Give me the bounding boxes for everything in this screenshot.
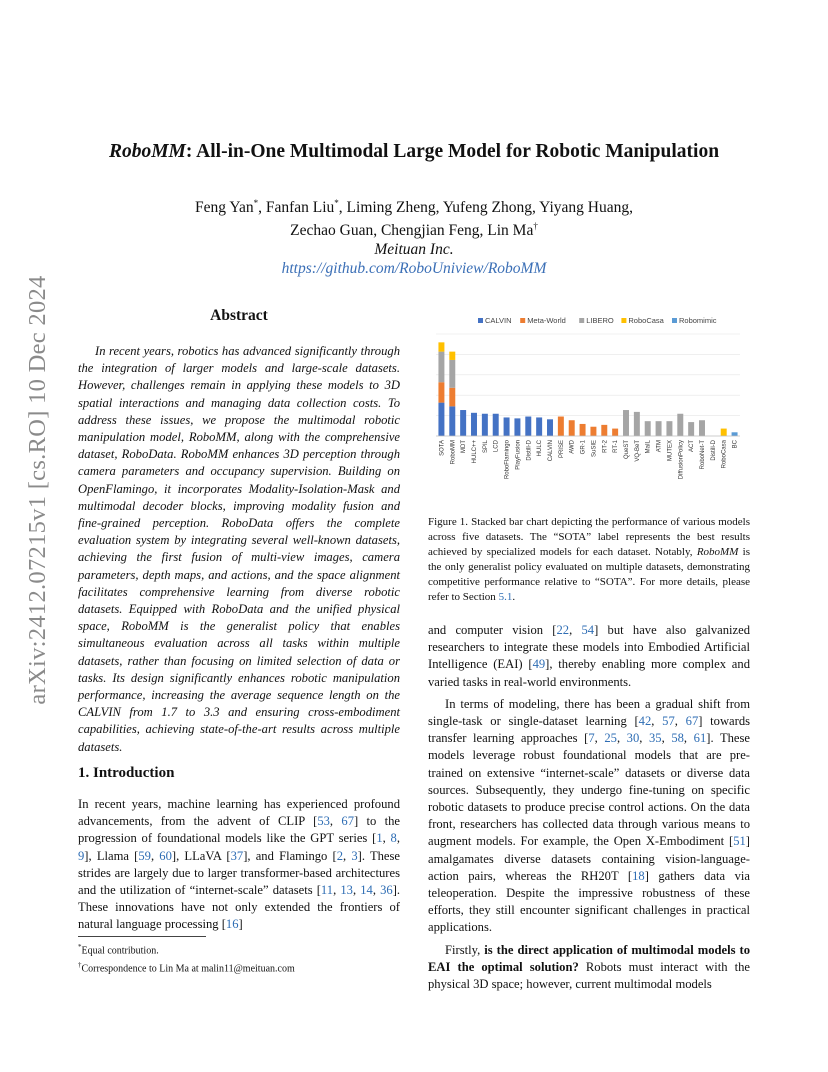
text: ]. These strides are largely due to larger transformer-based architectures and the utilization of “internet-scale” datasets [ xyxy=(78,848,401,898)
category-tick-label: MaIL xyxy=(645,440,652,454)
citation-link[interactable]: 14 xyxy=(360,883,373,898)
author-line-2-text: Zechao Guan, Chengjian Feng, Lin Ma xyxy=(290,222,534,240)
citation-link[interactable]: 9 xyxy=(78,848,85,863)
text: , xyxy=(352,883,361,898)
footnote-correspondence xyxy=(78,958,400,976)
category-tick-label: PlayFusion xyxy=(515,440,522,470)
text: ], thereby enabling more complex and varied tasks in real-world environments. xyxy=(428,657,750,689)
citation-link[interactable]: 13 xyxy=(340,883,353,898)
citation-link[interactable]: 3 xyxy=(351,848,358,863)
bar-segment xyxy=(569,420,575,436)
figure-1-chart xyxy=(428,312,750,502)
citation-link[interactable]: 18 xyxy=(632,868,645,883)
author-others: Liming Zheng, Yufeng Zhong, Yiyang Huang, xyxy=(346,199,633,217)
citation-link[interactable]: 67 xyxy=(685,714,699,729)
category-tick-label: MUTEX xyxy=(667,440,674,461)
paragraph xyxy=(428,696,750,937)
text: , xyxy=(651,714,663,729)
paragraph xyxy=(428,622,750,691)
category-tick-label: LCD xyxy=(493,440,500,453)
category-tick-label: SPIL xyxy=(482,440,489,454)
text: ], LLaVA [ xyxy=(171,848,231,863)
text: , xyxy=(661,731,672,746)
category-tick-label: SuSIE xyxy=(591,440,598,458)
legend-swatch xyxy=(672,318,677,323)
citation-link[interactable]: 2 xyxy=(336,848,344,863)
bar-segment xyxy=(732,432,738,436)
citation-link[interactable]: 16 xyxy=(225,917,239,932)
text: , xyxy=(594,731,605,746)
text: , xyxy=(150,848,160,863)
citation-link[interactable]: 7 xyxy=(588,731,595,746)
bar-segment xyxy=(438,352,444,383)
bar-segment xyxy=(460,410,466,436)
text: and computer vision [ xyxy=(428,623,557,637)
corresponding-mark: † xyxy=(533,221,538,232)
legend-label: Meta-World xyxy=(527,316,566,325)
text: ] to the progression of foundational models like the GPT series [ xyxy=(78,814,400,846)
citation-link[interactable]: 8 xyxy=(390,831,397,846)
citation-link[interactable]: 11 xyxy=(320,883,334,898)
introduction-heading: 1. Introduction xyxy=(78,765,175,781)
category-tick-label: Distill-D xyxy=(526,440,533,461)
category-tick-label: DiffusionPolicy xyxy=(678,440,685,480)
right-column-text xyxy=(428,622,750,993)
paragraph xyxy=(428,942,750,994)
category-tick-label: MDT xyxy=(461,440,468,453)
legend-swatch xyxy=(520,318,525,323)
bar-segment xyxy=(547,419,553,436)
bar-segment xyxy=(623,410,629,436)
bar-segment xyxy=(482,414,488,436)
bar-segment xyxy=(504,417,510,436)
citation-link[interactable]: 30 xyxy=(626,731,640,746)
text: In recent years, machine learning has experienced profound advancements, from the advent of CLIP [ xyxy=(78,797,400,829)
bar-segment xyxy=(536,417,542,436)
author-line-1: Feng Yan*, Fanfan Liu*, Liming Zheng, Yufeng Zhong, Yiyang Huang, xyxy=(195,198,633,217)
text: ]. These innovations have not only extended the frontiers of natural language processing [ xyxy=(78,883,401,932)
bar-segment xyxy=(449,352,455,360)
caption-text: Figure 1. Stacked bar chart depicting the performance of various models across five datasets. The “SOTA” label represents the best results achieved by specialized models for each dataset. Notably, xyxy=(428,516,750,558)
text: Firstly, xyxy=(445,942,485,957)
category-tick-label: Distill-D xyxy=(710,440,717,461)
bar-segment xyxy=(666,421,672,436)
category-tick-label: SOTA xyxy=(439,440,446,456)
text: ], Llama [ xyxy=(84,848,139,863)
caption-text: . xyxy=(512,591,516,603)
text: , xyxy=(329,814,342,829)
citation-link[interactable]: 60 xyxy=(159,848,172,863)
equal-contribution-mark: * xyxy=(253,198,259,208)
citation-link[interactable]: 57 xyxy=(662,714,675,729)
citation-link[interactable]: 54 xyxy=(581,623,595,637)
category-tick-label: RoboCasa xyxy=(721,440,728,469)
text: , xyxy=(333,883,341,898)
bar-segment xyxy=(590,427,596,436)
category-tick-label: CALVIN xyxy=(548,440,554,462)
text: , xyxy=(674,714,686,729)
footnotes xyxy=(78,940,400,977)
citation-link[interactable]: 61 xyxy=(693,731,707,746)
footnote-text: Equal contribution. xyxy=(81,945,159,957)
caption-model-name: RoboMM xyxy=(696,546,739,558)
text: , xyxy=(343,848,352,863)
bar-segment xyxy=(656,421,662,436)
category-tick-label: ACT xyxy=(689,440,696,452)
bar-segment xyxy=(449,360,455,388)
text: , xyxy=(372,883,381,898)
text: Robots must interact with the physical 3D space; however, current multimodal models xyxy=(428,959,750,992)
arxiv-id-text: arXiv:2412.07215v1 [cs.RO] 10 Dec 2024 xyxy=(24,275,51,705)
bar-segment xyxy=(438,382,444,402)
introduction-paragraph xyxy=(78,796,400,934)
bar-segment xyxy=(580,424,586,436)
bar-segment xyxy=(558,417,564,436)
legend-swatch xyxy=(579,318,584,323)
legend-label: LIBERO xyxy=(586,316,614,325)
bar-segment xyxy=(634,412,640,436)
text: , xyxy=(569,623,582,637)
category-tick-label: RoboFlamingo xyxy=(504,440,511,480)
category-tick-label: BC xyxy=(732,440,739,449)
bar-segment xyxy=(688,422,694,436)
citation-link[interactable]: 51 xyxy=(733,834,746,849)
bar-segment xyxy=(699,420,705,436)
category-tick-label: GR-1 xyxy=(580,440,587,455)
text: ] but have also galvanized researchers to integrate these models into Embodied Artificial Intelligence (EAI) [ xyxy=(428,623,751,672)
bar-segment xyxy=(438,403,444,436)
citation-link[interactable]: 35 xyxy=(649,731,662,746)
bar-segment xyxy=(438,342,444,351)
category-tick-label: AWD xyxy=(569,440,576,454)
category-tick-label: RT-1 xyxy=(613,440,620,453)
legend-label: RoboCasa xyxy=(628,316,664,325)
section-link[interactable]: 5.1 xyxy=(498,591,513,603)
author-fanfan-liu: Fanfan Liu xyxy=(265,199,335,217)
category-tick-label: QueST xyxy=(624,440,630,460)
citation-link[interactable]: 36 xyxy=(380,883,393,898)
abstract-text: In recent years, robotics has advanced significantly through the integration of larger models and large-scale datasets. However, challenges remain in applying these models to 3D spatial interactions and managing data collection costs. To address these issues, we propose the multimodal robotic manipulation model, RoboMM, along with the comprehensive dataset, RoboData. RoboMM enhances 3D perception through camera parameters and occupancy supervision. Building on OpenFlamingo, it incorporates Modality-Isolation-Mask and multimodal decoder blocks, improving modality fusion and fine-grained perception. RoboData offers the complete evaluation system by integrating several well-known datasets, achieving the first fusion of multi-view images, camera parameters, depth maps, and actions, and the space alignment facilitates comprehensive learning from diverse robotic datasets. Equipped with RoboData and the unified physical space, RoboMM is the generalist policy that enables simultaneous evaluation across all tasks within multiple datasets, rather than focusing on limited selection of data or tasks. Its design significantly enhances robotic manipulation performance, increasing the average sequence length on the CALVIN from 1.7 to 3.3 and ensuring cross-embodiment capabilities, achieving state-of-the-art results across multiple datasets. xyxy=(78,344,400,754)
text: In terms of modeling, there has been a gradual shift from single-task or single-dataset learning [ xyxy=(428,696,750,729)
text: , xyxy=(396,831,400,846)
citation-link[interactable]: 49 xyxy=(532,657,546,672)
footnote-equal-contribution xyxy=(78,940,400,958)
category-tick-label: RT-2 xyxy=(602,440,609,453)
bar-segment xyxy=(493,414,499,436)
text: ] xyxy=(238,917,243,932)
author-block xyxy=(0,194,828,278)
bar-segment xyxy=(612,429,618,436)
bar-segment xyxy=(601,425,607,436)
footnote-mark: † xyxy=(78,961,82,970)
bar-segment xyxy=(525,417,531,436)
citation-link[interactable]: 37 xyxy=(230,848,244,863)
text: , xyxy=(639,731,649,746)
footnote-text: Correspondence to Lin Ma at malin11@meituan.com xyxy=(81,963,295,975)
category-tick-label: ATM xyxy=(656,440,663,453)
equal-contribution-mark: * xyxy=(334,198,339,208)
bar-segment xyxy=(449,388,455,407)
legend-swatch xyxy=(621,318,626,323)
author-line-2 xyxy=(0,217,828,240)
arxiv-identifier xyxy=(18,275,58,705)
citation-link[interactable]: 42 xyxy=(638,714,652,729)
text: , xyxy=(382,831,391,846)
bold-question: is the direct application of multimodal models to EAI the optimal solution? xyxy=(428,942,751,974)
legend-swatch xyxy=(478,318,483,323)
bar-segment xyxy=(677,414,683,436)
bar-segment xyxy=(721,429,727,436)
citation-link[interactable]: 58 xyxy=(671,731,684,746)
text: , xyxy=(616,731,627,746)
author-feng-yan: Feng Yan xyxy=(195,199,254,217)
text: ] amalgamates diverse datasets containing vision-language-action pairs, whereas the RH20T [ xyxy=(428,834,750,883)
citation-link[interactable]: 59 xyxy=(138,848,151,863)
title-model-name: RoboMM xyxy=(108,141,186,162)
bar-segment xyxy=(471,413,477,436)
bar-segment xyxy=(514,418,520,436)
abstract-heading: Abstract xyxy=(210,307,268,324)
legend-label: Robomimic xyxy=(679,316,717,325)
category-tick-label: VQ-BeT xyxy=(634,440,641,462)
caption-text: is the only generalist policy evaluated on multiple datasets, demonstrating competitive performance relative to “SOTA”. For more details, please refer to Section xyxy=(428,546,750,603)
bar-segment xyxy=(645,421,651,436)
text: ] towards transfer learning approaches [ xyxy=(428,714,751,746)
footnote-mark: * xyxy=(78,943,82,951)
legend-label: CALVIN xyxy=(485,316,512,325)
category-tick-label: RoboNet-T xyxy=(700,440,706,470)
affiliation: Meituan Inc. xyxy=(374,241,454,259)
paper-title xyxy=(0,141,828,163)
citation-link[interactable]: 53 xyxy=(317,814,330,829)
category-tick-label: RoboMM xyxy=(450,440,457,465)
bar-segment xyxy=(449,406,455,436)
stacked-bar-chart xyxy=(428,312,750,502)
text: ] gathers data via teleoperation. Despite the impressive robustness of these efforts, they still encounter significant challenges in practical applications. xyxy=(428,868,750,935)
category-tick-label: HULC xyxy=(537,440,544,457)
text: ]. These models leverage robust foundational models that are pre-trained on extensive “internet-scale” datasets or diverse data sources. Subsequently, they undergo fine-tuning on specific robotic datasets to produce precise control actions. On the data front, researchers has collected data through various means to augment models. For example, the Open X-Embodiment [ xyxy=(428,731,751,849)
citation-link[interactable]: 22 xyxy=(556,623,570,637)
title-rest: : All-in-One Multimodal Large Model for Robotic Manipulation xyxy=(185,141,720,162)
category-tick-label: PRISE xyxy=(558,440,565,459)
category-tick-label: HULC++ xyxy=(472,440,478,464)
citation-link[interactable]: 1 xyxy=(376,831,383,846)
github-link[interactable]: https://github.com/RoboUniview/RoboMM xyxy=(281,260,547,278)
text: , xyxy=(683,731,694,746)
footnote-rule xyxy=(78,936,206,937)
text: ], and Flamingo [ xyxy=(243,848,337,863)
figure-1-caption xyxy=(428,515,750,605)
citation-link[interactable]: 67 xyxy=(341,814,354,829)
citation-link[interactable]: 25 xyxy=(604,731,617,746)
